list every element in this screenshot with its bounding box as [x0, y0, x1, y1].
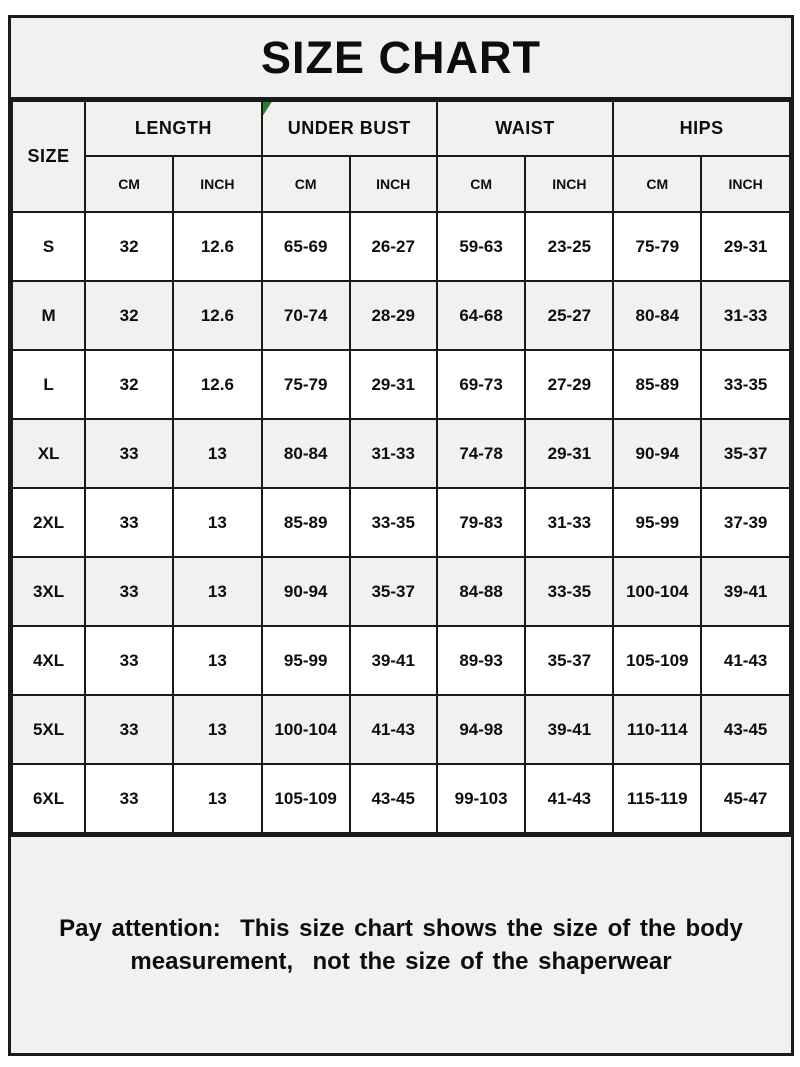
value-cell: 105-109: [613, 626, 701, 695]
value-cell: 27-29: [525, 350, 613, 419]
unit-header-hips-inch: INCH: [701, 156, 790, 212]
table-row-s: [12, 212, 790, 281]
value-cell: 85-89: [613, 350, 701, 419]
value-cell: 65-69: [262, 212, 350, 281]
col-group-under-bust-label: UNDER BUST: [287, 118, 411, 138]
value-cell: 41-43: [701, 626, 790, 695]
size-cell: 2XL: [12, 488, 85, 557]
value-cell: 32: [85, 281, 173, 350]
value-cell: 105-109: [262, 764, 350, 833]
value-cell: 70-74: [262, 281, 350, 350]
size-cell: M: [12, 281, 85, 350]
value-cell: 100-104: [262, 695, 350, 764]
value-cell: 115-119: [613, 764, 701, 833]
value-cell: 75-79: [262, 350, 350, 419]
size-chart-sheet: [8, 15, 794, 1056]
header-unit-row: [12, 156, 790, 212]
table-row-2xl: [12, 488, 790, 557]
value-cell: 74-78: [437, 419, 526, 488]
value-cell: 13: [173, 695, 262, 764]
value-cell: 110-114: [613, 695, 701, 764]
value-cell: 31-33: [525, 488, 613, 557]
value-cell: 31-33: [350, 419, 437, 488]
col-group-waist: WAIST: [437, 101, 614, 156]
value-cell: 23-25: [525, 212, 613, 281]
table-header: [12, 101, 790, 212]
size-cell: S: [12, 212, 85, 281]
value-cell: 80-84: [613, 281, 701, 350]
note-block: [11, 834, 791, 1053]
value-cell: 12.6: [173, 212, 262, 281]
header-group-row: [12, 101, 790, 156]
value-cell: 13: [173, 764, 262, 833]
note-line-1: Pay attention: This size chart shows the size of the body: [59, 915, 743, 942]
value-cell: 13: [173, 626, 262, 695]
value-cell: 45-47: [701, 764, 790, 833]
unit-header-hips-cm: CM: [613, 156, 701, 212]
size-cell: 3XL: [12, 557, 85, 626]
value-cell: 41-43: [525, 764, 613, 833]
value-cell: 13: [173, 419, 262, 488]
value-cell: 12.6: [173, 350, 262, 419]
table-row-xl: [12, 419, 790, 488]
table-row-m: [12, 281, 790, 350]
value-cell: 90-94: [262, 557, 350, 626]
size-cell: 6XL: [12, 764, 85, 833]
value-cell: 12.6: [173, 281, 262, 350]
value-cell: 32: [85, 212, 173, 281]
value-cell: 69-73: [437, 350, 526, 419]
value-cell: 59-63: [437, 212, 526, 281]
title-block: [11, 18, 791, 100]
value-cell: 33: [85, 764, 173, 833]
unit-header-length-inch: INCH: [173, 156, 262, 212]
value-cell: 33: [85, 488, 173, 557]
value-cell: 75-79: [613, 212, 701, 281]
size-cell: L: [12, 350, 85, 419]
value-cell: 35-37: [350, 557, 437, 626]
value-cell: 95-99: [262, 626, 350, 695]
unit-header-underbust-cm: CM: [262, 156, 350, 212]
value-cell: 29-31: [350, 350, 437, 419]
table-row-3xl: [12, 557, 790, 626]
value-cell: 13: [173, 488, 262, 557]
value-cell: 33-35: [701, 350, 790, 419]
value-cell: 13: [173, 557, 262, 626]
value-cell: 39-41: [525, 695, 613, 764]
value-cell: 84-88: [437, 557, 526, 626]
value-cell: 80-84: [262, 419, 350, 488]
value-cell: 26-27: [350, 212, 437, 281]
value-cell: 33: [85, 419, 173, 488]
value-cell: 89-93: [437, 626, 526, 695]
value-cell: 94-98: [437, 695, 526, 764]
value-cell: 33: [85, 695, 173, 764]
value-cell: 43-45: [701, 695, 790, 764]
unit-header-waist-inch: INCH: [525, 156, 613, 212]
value-cell: 29-31: [525, 419, 613, 488]
value-cell: 39-41: [701, 557, 790, 626]
table-row-6xl: [12, 764, 790, 833]
value-cell: 85-89: [262, 488, 350, 557]
col-group-under-bust: [262, 101, 437, 156]
value-cell: 100-104: [613, 557, 701, 626]
value-cell: 41-43: [350, 695, 437, 764]
value-cell: 35-37: [701, 419, 790, 488]
col-header-size: SIZE: [12, 101, 85, 212]
size-cell: XL: [12, 419, 85, 488]
value-cell: 33: [85, 557, 173, 626]
value-cell: 32: [85, 350, 173, 419]
value-cell: 31-33: [701, 281, 790, 350]
unit-header-underbust-inch: INCH: [350, 156, 437, 212]
size-cell: 5XL: [12, 695, 85, 764]
value-cell: 37-39: [701, 488, 790, 557]
value-cell: 79-83: [437, 488, 526, 557]
table-row-l: [12, 350, 790, 419]
unit-header-waist-cm: CM: [437, 156, 526, 212]
value-cell: 33: [85, 626, 173, 695]
value-cell: 29-31: [701, 212, 790, 281]
green-corner-marker-icon: [263, 102, 272, 116]
value-cell: 28-29: [350, 281, 437, 350]
value-cell: 39-41: [350, 626, 437, 695]
value-cell: 35-37: [525, 626, 613, 695]
value-cell: 99-103: [437, 764, 526, 833]
col-group-hips: HIPS: [613, 101, 790, 156]
value-cell: 43-45: [350, 764, 437, 833]
value-cell: 33-35: [525, 557, 613, 626]
value-cell: 33-35: [350, 488, 437, 557]
value-cell: 25-27: [525, 281, 613, 350]
size-table: [11, 100, 791, 834]
size-cell: 4XL: [12, 626, 85, 695]
value-cell: 95-99: [613, 488, 701, 557]
value-cell: 90-94: [613, 419, 701, 488]
unit-header-length-cm: CM: [85, 156, 173, 212]
value-cell: 64-68: [437, 281, 526, 350]
table-body: [12, 212, 790, 833]
col-group-length: LENGTH: [85, 101, 262, 156]
note-line-2: measurement, not the size of the shaperwear: [130, 948, 672, 975]
table-row-4xl: [12, 626, 790, 695]
table-row-5xl: [12, 695, 790, 764]
page-title: SIZE CHART: [261, 31, 541, 83]
